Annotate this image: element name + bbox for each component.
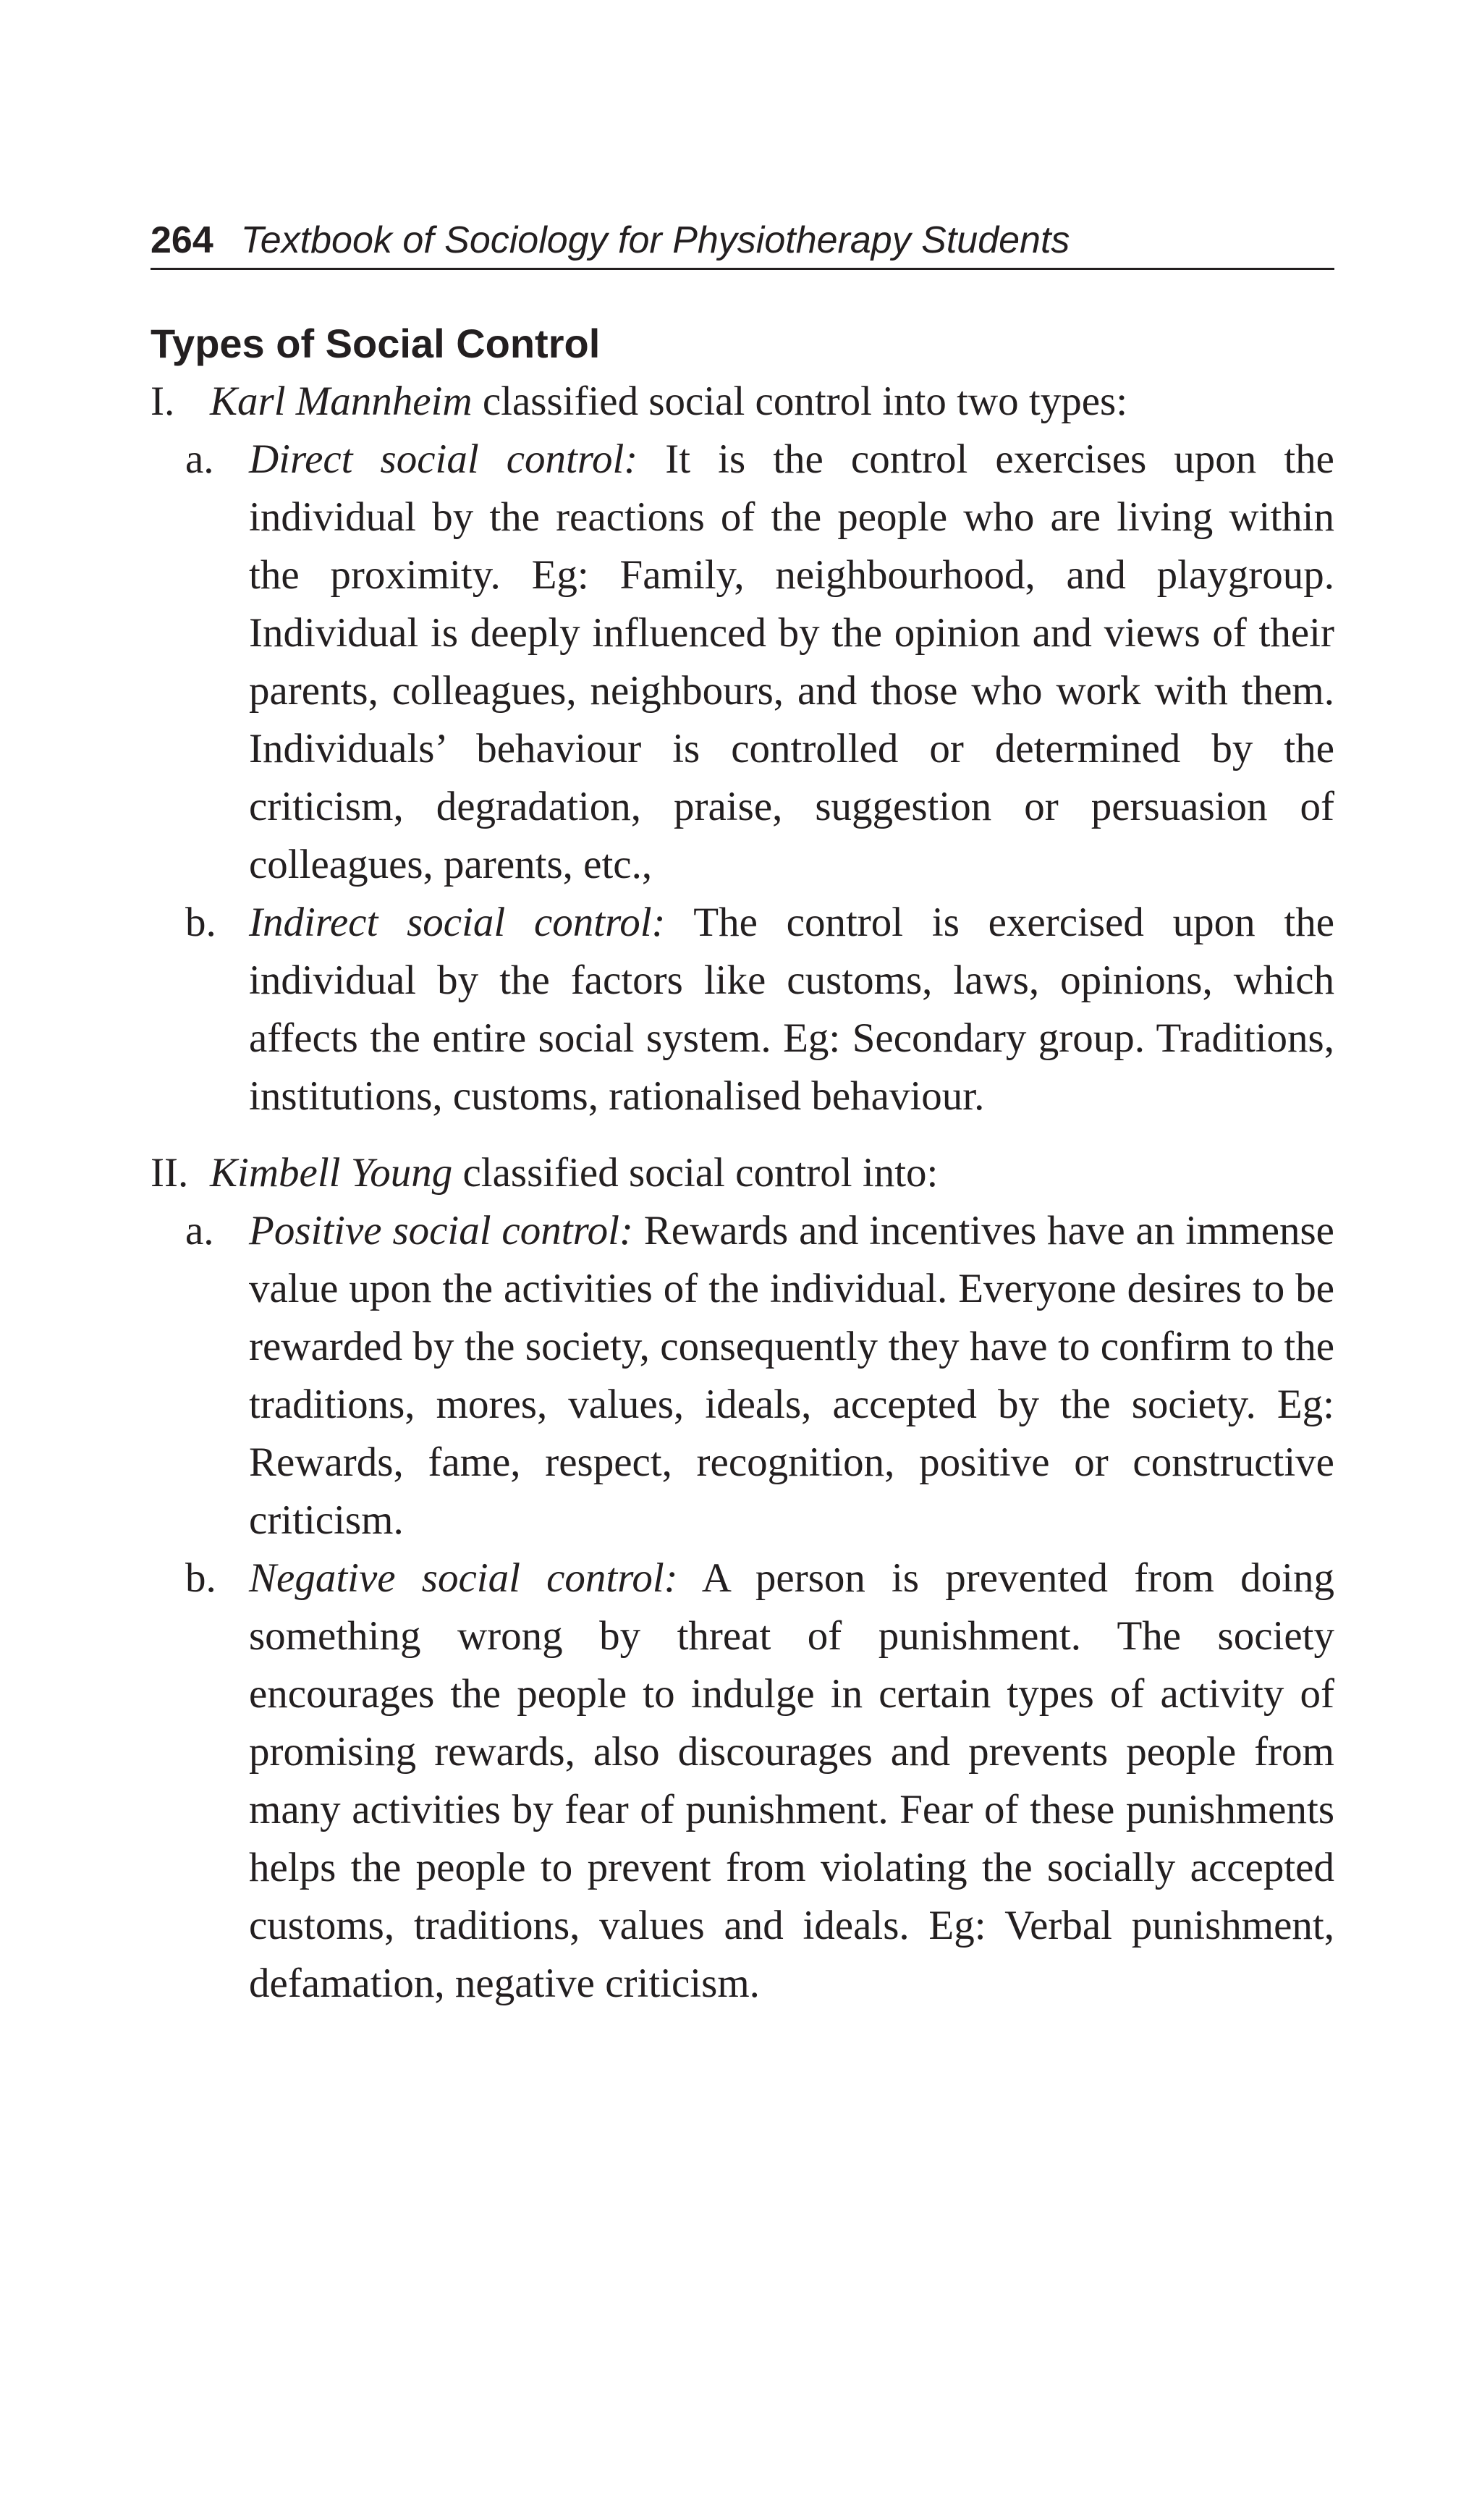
book-page [151,217,1334,2013]
letter-label: b. [185,1555,216,1601]
letter-label: a. [185,1208,214,1253]
term: Negative social control: [249,1555,678,1601]
definition: Rewards and incentives have an immense value upon the activities of the individual. Everyone desires to be rewarded by the society, consequently they have to confirm to the traditions, mores, values, ideals, accepted by the society. Eg: Rewards, fame, respect, recognition, positive or constructive criticism. [249,1208,1334,1543]
list-item-text [249,1549,1334,2013]
section-heading: Types of Social Control [151,321,601,366]
definition: A person is prevented from doing something wrong by threat of punishment. The society encourages the people to indulge in certain types of activity of promising rewards, also discourages and prevents people from many activities by fear of punishment. Fear of these punishments helps the people to prevent from violating the socially accepted customs, traditions, values and ideals. Eg: Verbal punishment, defamation, negative criticism. [249,1555,1334,2006]
definition: It is the control exercises upon the individual by the reactions of the people who are living within the proximity. Eg: Family, neighbourhood, and playgroup. Individual is deeply influenced by the opinion and views of their parents, colleagues, neighbours, and those who work with them. Individuals’ behaviour is controlled or determined by the criticism, degradation, praise, suggestion or persuasion of colleagues, parents, etc., [249,436,1334,887]
author-name: Karl Mannheim [210,379,473,424]
list-item [185,894,1334,1125]
list-item-text [249,431,1334,894]
list-item [185,1549,1334,2013]
term: Direct social control: [249,436,638,482]
list-item-group-2 [151,1144,1334,1202]
sublist-group-2 [185,1202,1334,2013]
group-lead-text: classified social control into: [452,1150,939,1196]
list-item [185,1202,1334,1549]
author-name: Kimbell Young [210,1150,453,1196]
group-lead-text: classified social control into two types: [472,379,1128,424]
letter-label: a. [185,436,214,482]
list-item-text [249,894,1334,1125]
group-content [210,373,1334,431]
book-title: Textbook of Sociology for Physiotherapy Students [240,219,1070,261]
term: Positive social control: [249,1208,633,1253]
definition: The control is exercised upon the individual by the factors like customs, laws, opinions, which affects the entire social system. Eg: Secondary group. Traditions, institutions, customs, rationalised behaviour. [249,900,1334,1119]
group-lead [210,1144,1334,1202]
term: Indirect social control: [249,900,666,945]
section-body [151,373,1334,2013]
running-header [151,217,1334,270]
sublist-group-1 [185,431,1334,1125]
list-item-text [249,1202,1334,1549]
roman-numeral-label: I. [151,379,175,424]
letter-label: b. [185,900,216,945]
list-item [185,431,1334,894]
group-lead [210,373,1334,431]
page-number: 264 [151,219,213,261]
list-item-group-1 [151,373,1334,431]
group-content [210,1144,1334,1202]
roman-numeral-label: II. [151,1150,189,1196]
